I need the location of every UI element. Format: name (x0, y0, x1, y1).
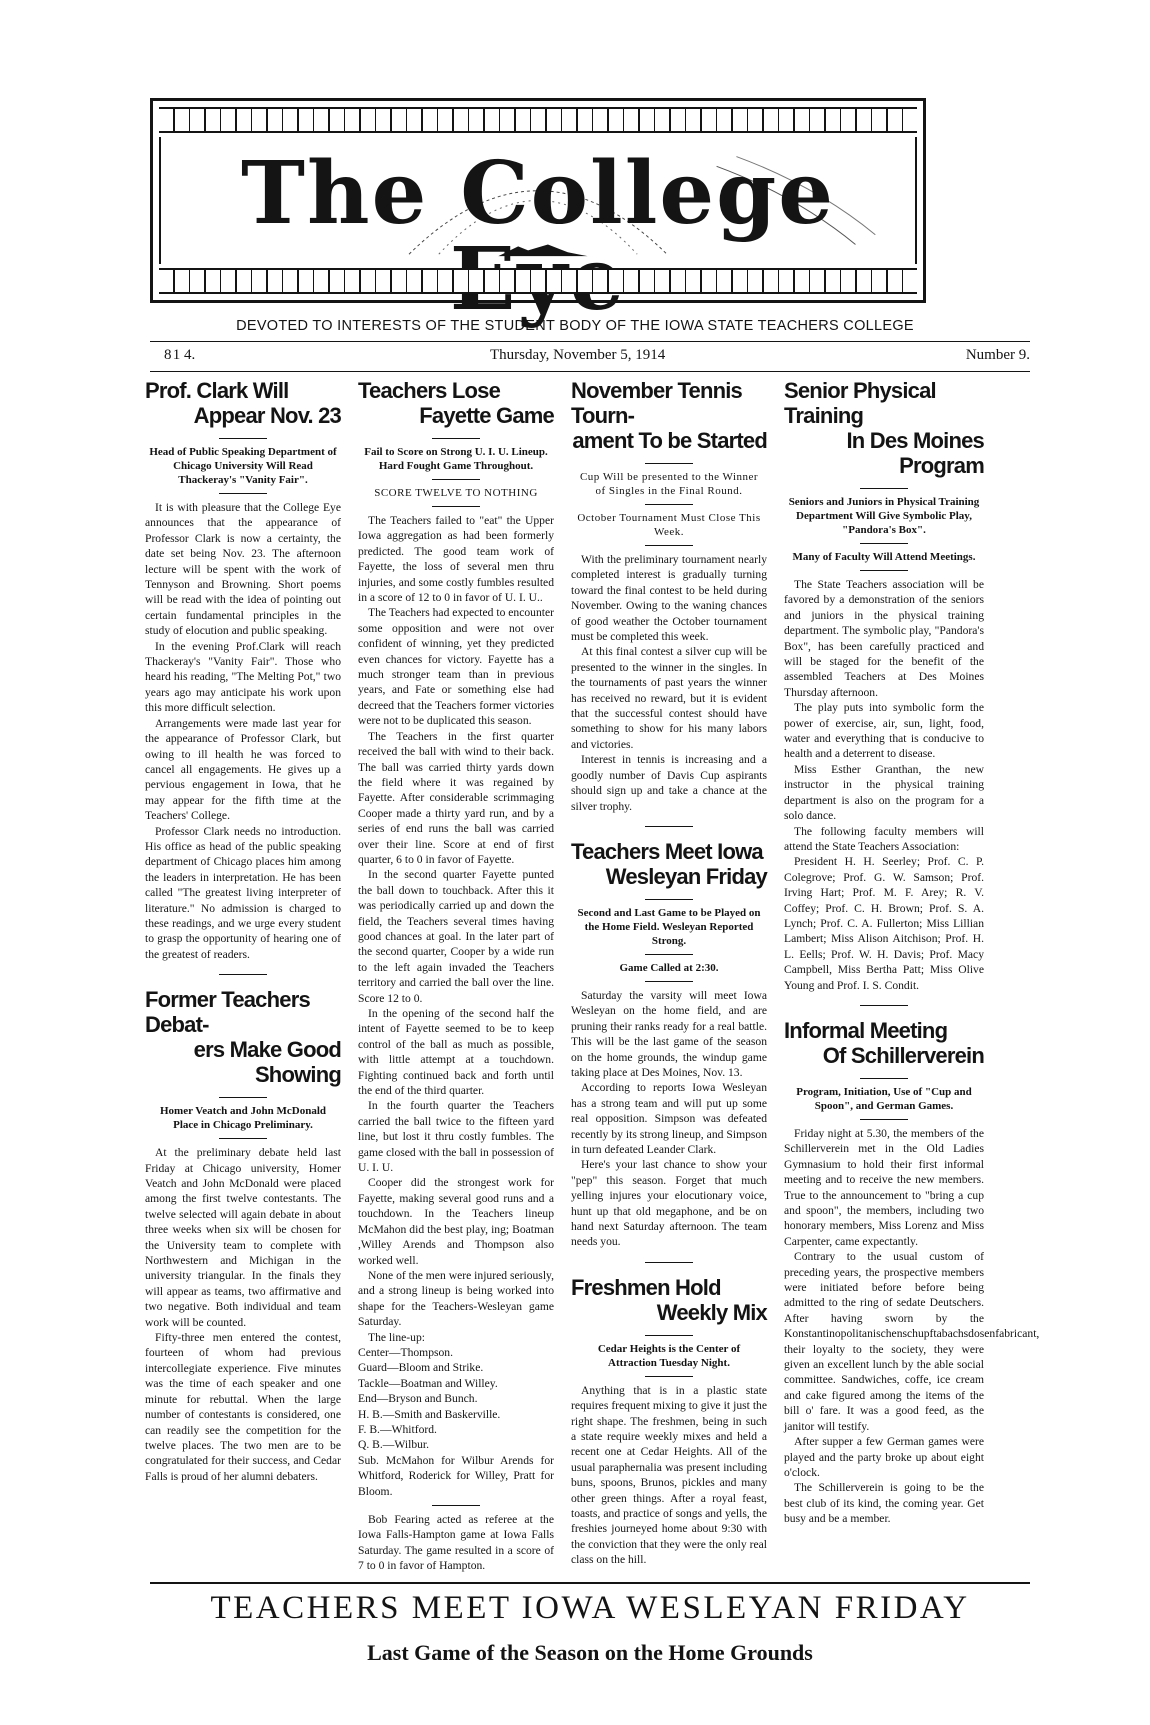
banner-rule (150, 1582, 1030, 1584)
article-freshmen-weekly-mix (571, 1275, 767, 1568)
separator (432, 506, 480, 507)
paragraph: The Teachers failed to "eat" the Upper Iowa aggregation as had been formerly predicted. The good team work of Fayette, the loss of several men thru injuries, and some costly fumbles resulted in a score of 12 to 0 in favor of U. I. U.. (358, 514, 554, 605)
masthead-motto: DEVOTED TO INTERESTS OF THE STUDENT BODY OF THE IOWA STATE TEACHERS COLLEGE (236, 318, 914, 334)
lineup-item: End—Bryson and Bunch. (358, 1392, 478, 1406)
article-former-teachers-debaters (145, 987, 341, 1484)
separator (219, 493, 267, 494)
paragraph: According to reports Iowa Wesleyan has a strong team and will put up some real opposition. Simpson was defeated recently by its strong lineup, and Simpson in turn defeated Leander Clark. (571, 1081, 767, 1156)
deck: Second and Last Game to be Played on the Home Field. Wesleyan Reported Strong. (577, 906, 761, 947)
separator (860, 570, 908, 571)
headline-line-1: Informal Meeting (784, 1017, 948, 1043)
lineup-item: The line-up: (368, 1330, 425, 1344)
paragraph: In the second quarter Fayette punted the ball down to touchback. After this it was periodically carried up and down the field, the Teachers several times having good chances at goal. In the later part of the second quarter, Cooper by a wide run to the left again invaded the Teachers territory and carried the ball over the line. Score 12 to 0. (358, 868, 554, 1005)
paragraph: It is with pleasure that the College Eye announces that the appearance of Professor Clark is now a certainty, the date set being Nov. 23. The afternoon lecture will be spent with the work of Tennyson and Browning. Short poems will be read with the idea of pointing out certain fundamental principles in the study of elocution and public speaking. (145, 501, 341, 638)
column-4 (784, 378, 1040, 1576)
deck-secondary: Game Called at 2:30. (619, 961, 719, 974)
paragraph: Fifty-three men entered the contest, fourteen of whom had previous intercollegiate experience. Five minutes was the time of each speaker and one minute for rebuttal. When the large number of contestants is considered, one can readily see the competition for the twelve places. The two men are to be congratulated for their success, and Cedar Falls is proud of her alumni debaters. (145, 1331, 341, 1483)
headline (784, 378, 984, 478)
deck-secondary: October Tournament Must Close This Week. (577, 512, 761, 538)
separator (645, 981, 693, 982)
volume-label: 8 1 4. (164, 347, 196, 363)
paragraph: Professor Clark needs no introduction. His office as head of the public speaking department of Chicago places him among the leaders in interpretation. He has been called "The greatest living interpreter of literature." No admission is charged to these readings, and we urge every student to grasp the opportunity of hearing one of the greatest of readers. (145, 824, 341, 961)
paragraph: Cooper did the strongest work for Fayette, making several good runs and a touchdown. In the Teachers lineup McMahon did the best play, ing; Boatman ,Willey Arends and Thompson also worked well. (358, 1176, 554, 1267)
separator (645, 463, 693, 464)
paragraph: The Teachers in the first quarter received the ball with wind to their back. The ball was carried thirty yards down the field where it was regained by Fayette. After considerable scrimmaging Cooper made a thirty yard run, and by a series of end runs the ball was carried over their line. Score at end of first quarter, 6 to 0 in favor of Fayette. (358, 729, 554, 866)
headline-line-2: ers Make Good Showing (193, 1037, 341, 1088)
lineup-item: Guard—Bloom and Strike. (358, 1361, 484, 1375)
lineup-item: F. B.—Whitford. (358, 1422, 437, 1436)
masthead-frame (150, 98, 926, 303)
headline-line-2: In Des Moines Program (846, 428, 984, 478)
headline-line-1: Senior Physical Training (784, 378, 936, 428)
paragraph: The Schillerverein is going to be the best club of its kind, the coming year. Get busy and be a member. (784, 1481, 984, 1526)
separator (645, 545, 693, 546)
paragraph: In the fourth quarter the Teachers carried the ball twice to the fifteen yard line, but lost it thru costly fumbles. The game closed with the ball in possession of U. I. U. (358, 1099, 554, 1175)
paragraph: In the evening Prof.Clark will reach Thackeray's "Vanity Fair". Those who heard his reading, "The Melting Pot," two years ago may anticipate his work upon this more difficult selection. (145, 639, 341, 715)
paragraph: The following faculty members will attend the State Teachers Association: (784, 824, 984, 853)
deck: Program, Initiation, Use of "Cup and Spoon", and German Games. (796, 1085, 972, 1112)
separator (219, 974, 267, 975)
lineup-item: Tackle—Boatman and Willey. (358, 1376, 498, 1390)
headline (571, 839, 767, 889)
paragraph: Friday night at 5.30, the members of the Schillerverein met in the Old Ladies Gymnasium to hold their first informal meeting and to receive the new members. True to the announcement to "bring a cup and spoon", the members, including two honorary members, Miss Lorenz and Miss Carpenter, came expectantly. (784, 1126, 984, 1248)
paragraph: President H. H. Seerley; Prof. C. P. Colegrove; Prof. G. W. Samson; Prof. Irving Hart; Prof. M. F. Arey; R. V. Coffey; Prof. C. H. Brown; Prof. S. A. Lynch; Prof. C. A. Fullerton; Miss Lillian Lambert; Miss Alison Aitchison; Prof. H. L. Eells; Prof. W. H. Davis; Prof. Macy Campbell, Miss Bertha Patt; Miss Olive Young and Prof. I. S. Condit. (784, 855, 984, 992)
masthead-ornament-bottom (159, 268, 917, 294)
deck: Seniors and Juniors in Physical Training Department Will Give Symbolic Play, "Pandora's Box". (788, 496, 980, 536)
paragraph: At this final contest a silver cup will be presented to the winner in the singles. In the tournaments of past years the winner has received no reward, but it is evident that the successful contest should have something to show for his many labors and victories. (571, 645, 767, 751)
lineup-list (358, 1330, 554, 1499)
separator (645, 826, 693, 827)
separator (645, 954, 693, 955)
deck: Cedar Heights is the Center of Attraction Tuesday Night. (597, 1342, 741, 1369)
paragraph: At the preliminary debate held last Friday at Chicago university, Homer Veatch and John McDonald were placed among the first twelve contestants. The twelve selected will again debate in about three weeks when six will be chosen for the University team to complete with Northwestern and Michigan in the university triangular. In the finals they will appear as teams, two affirmative and two negative. Both individual and team work will be counted. (145, 1146, 341, 1329)
separator (219, 438, 267, 439)
separator (645, 504, 693, 505)
paragraph: None of the men were injured seriously, and a strong lineup is being worked into shape for the Teachers-Wesleyan game Saturday. (358, 1268, 554, 1329)
article-schillerverein (784, 1017, 1040, 1527)
lineup-item: H. B.—Smith and Baskerville. (358, 1407, 501, 1421)
separator (219, 1138, 267, 1139)
separator (432, 438, 480, 439)
column-3 (571, 378, 767, 1576)
headline (358, 378, 554, 428)
separator (860, 1005, 908, 1006)
separator (432, 1505, 480, 1506)
headline (571, 378, 767, 453)
paragraph: The Teachers had expected to encounter some opposition and were not over confident of winning, yet they predicted even chances for victory. Fayette has a much stronger team than in previous years, and Fate or something else had decreed that the Teachers former victories were not to be duplicated this season. (358, 606, 554, 728)
paragraph: After supper a few German games were played and the party broke up about eight o'clock. (784, 1435, 984, 1479)
separator (860, 543, 908, 544)
article-november-tennis (571, 378, 767, 814)
separator (432, 479, 480, 480)
issue-date: Thursday, November 5, 1914 (490, 347, 666, 363)
article-teachers-meet-wesleyan (571, 839, 767, 1250)
paragraph: In the opening of the second half the intent of Fayette seemed to be to keep control of the ball as much as possible, with little attempt at a touchdown. Fighting continued back and forth until the end of the third quarter. (358, 1007, 554, 1098)
headline-line-2: Fayette Game (419, 403, 554, 428)
separator (860, 1119, 908, 1120)
banner-subheadline: Last Game of the Season on the Home Grounds (367, 1640, 813, 1665)
separator (645, 1376, 693, 1377)
banner-headline: TEACHERS MEET IOWA WESLEYAN FRIDAY (210, 1590, 970, 1626)
deck-secondary: SCORE TWELVE TO NOTHING (374, 487, 538, 499)
masthead-ornament-top (159, 107, 917, 133)
separator (645, 1335, 693, 1336)
headline-line-2: Of Schillerverein (822, 1042, 984, 1068)
headline (571, 1275, 767, 1325)
headline-line-2: Weekly Mix (656, 1299, 767, 1325)
article-teachers-lose-fayette (358, 378, 554, 1574)
paragraph: With the preliminary tournament nearly completed interest is gradually turning toward the final contest to be held during November. Owing to the waning chances of good weather the October tournament must be completed this week. (571, 553, 767, 644)
column-1 (145, 378, 341, 1576)
paragraph: Arrangements were made last year for the appearance of Professor Clark, but owing to ill health he was forced to cancel all engagements. He gives up a pervious engagement in Iowa, that he may appear for the fifth time at the Teachers' College. (145, 716, 341, 823)
paragraph: The play puts into symbolic form the power of exercise, air, sun, light, food, water and everything that is conducive to health and a deterrent to disease. (784, 701, 984, 761)
article-prof-clark (145, 378, 341, 962)
separator (860, 1078, 908, 1079)
paragraph: Anything that is in a plastic state requires frequent mixing to give it just the right shape. The freshmen, being in such a state require weekly mixes and held a recent one at Cedar Heights. All of the usual paraphernalia was present including buns, spoons, Brunos, pickles and many other green things. After a royal feast, toasts, and practice of songs and yells, the freshies journeyed home about 9:30 with the conviction that they were the only real class on the hill. (571, 1383, 767, 1567)
dateline-rule-bottom (150, 371, 1030, 372)
headline-line-1: Former Teachers Debat- (145, 987, 310, 1038)
paragraph: The State Teachers association will be favored by a demonstration of the seniors and juniors in the physical training department. The symbolic play, "Pandora's Box", has been carefully practiced and will be staged for the benefit of the assembled Teachers at Des Moines Thursday afternoon. (784, 578, 984, 699)
deck: Head of Public Speaking Department of Chicago University Will Read Thackeray's "Vanity Fair". (149, 446, 337, 486)
masthead-title: The College (241, 143, 835, 244)
deck: Fail to Score on Strong U. I. U. Lineup. Hard Fought Game Throughout. (364, 446, 548, 472)
deck-secondary: Many of Faculty Will Attend Meetings. (792, 551, 976, 563)
dateline-rule-top (150, 341, 1030, 342)
separator (645, 899, 693, 900)
headline-line-2: ament To be Started (572, 428, 767, 453)
separator (219, 1097, 267, 1098)
headline-line-1: Teachers Lose (358, 378, 501, 403)
headline-line-1: November Tennis Tourn- (571, 378, 742, 428)
separator (645, 1262, 693, 1263)
lineup-item: Sub. McMahon for Wilbur Arends for Whitford, Roderick for Willey, Pratt for Bloom. (358, 1453, 554, 1498)
lineup-item: Center—Thompson. (358, 1345, 453, 1359)
dateline (150, 347, 1030, 369)
column-2 (358, 378, 554, 1576)
headline (145, 987, 341, 1087)
headline-line-1: Prof. Clark Will (145, 378, 289, 403)
paragraph: Miss Esther Granthan, the new instructor in the physical training department is also on the program for a solo dance. (784, 762, 984, 823)
headline-line-1: Teachers Meet Iowa (571, 838, 763, 864)
paragraph: Here's your last chance to show your "pep" this season. Forget that much yelling injures your elocutionary voice, hunt up that old megaphone, and be on hand next Saturday afternoon. The team needs you. (571, 1158, 767, 1249)
headline (784, 1018, 984, 1068)
paragraph: Interest in tennis is increasing and a goodly number of Davis Cup aspirants should sign up and take a chance at the silver trophy. (571, 753, 767, 813)
article-senior-physical-training (784, 378, 984, 993)
masthead-panel (159, 137, 917, 264)
separator (860, 488, 908, 489)
headline-line-1: Freshmen Hold (571, 1274, 721, 1300)
paragraph: Bob Fearing acted as referee at the Iowa Falls-Hampton game at Iowa Falls Saturday. The game resulted in a score of 7 to 0 in favor of Hampton. (358, 1513, 554, 1573)
headline (145, 378, 341, 428)
paragraph: Contrary to the usual custom of preceding years, the prospective members were initiated before before being admitted to the ring of sedate Deutschers. After having sworn by the Konstantinopolitanischenschupftabachsdosenfabricant, their loyalty to the society, they were given an excellent lunch by the able social committee. Sandwiches, coffe, ice cream and cake figured among the items of the bill o' fare. It was a good feed, as the janitor will testify. (784, 1250, 1040, 1433)
issue-number: Number 9. (965, 347, 1030, 363)
headline-line-2: Wesleyan Friday (605, 863, 767, 889)
lineup-item: Q. B.—Wilbur. (358, 1438, 430, 1452)
deck: Cup Will be presented to the Winner of Singles in the Final Round. (579, 471, 759, 497)
paragraph: Saturday the varsity will meet Iowa Wesleyan on the home field, and are pruning their ranks ready for a real battle. This will be the last game of the season on the home grounds, the windup game taking place at Des Moines, Nov. 13. (571, 988, 767, 1079)
deck: Homer Veatch and John McDonald Place in Chicago Preliminary. (159, 1105, 327, 1132)
headline-line-2: Appear Nov. 23 (193, 403, 341, 428)
